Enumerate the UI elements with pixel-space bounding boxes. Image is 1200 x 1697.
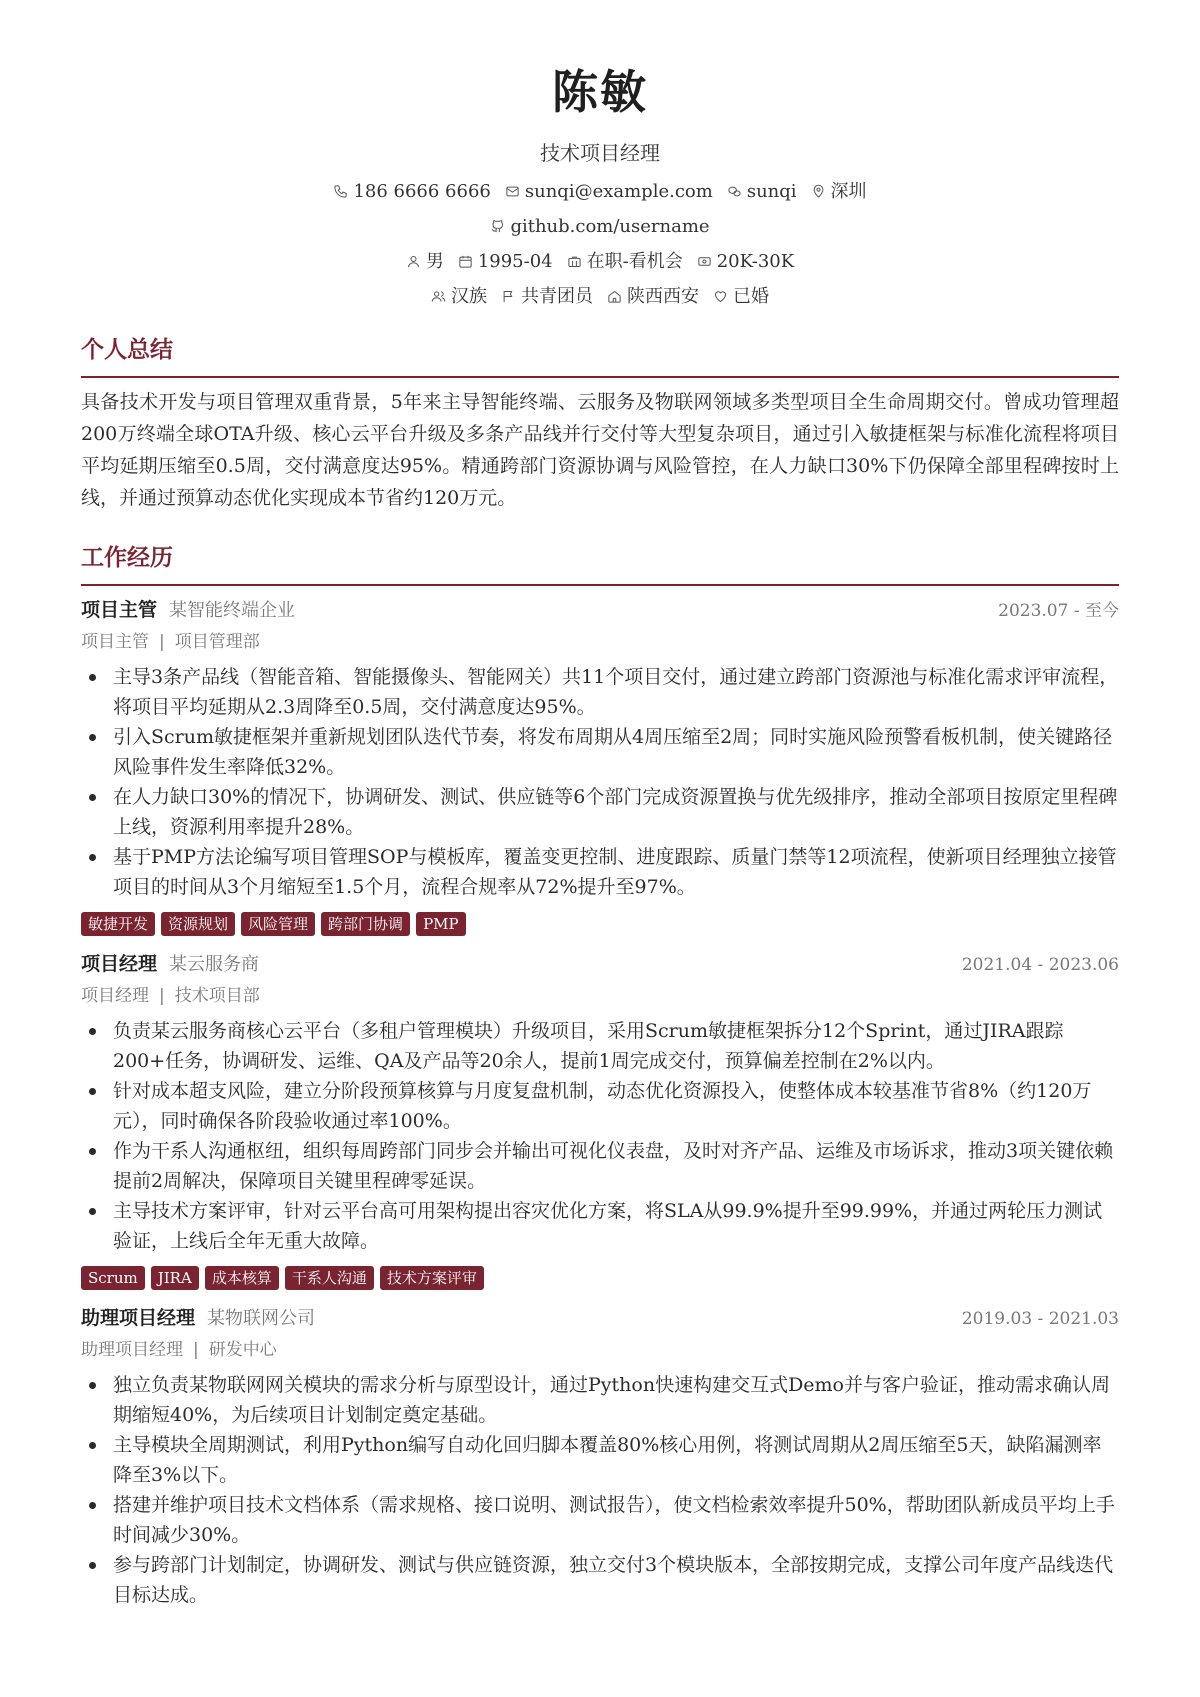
bullet-item: 搭建并维护项目技术文档体系（需求规格、接口说明、测试报告），使文档检索效率提升50%，帮助团队新成员平均上手时间减少30%。	[81, 1490, 1119, 1550]
birth-text: 1995-04	[477, 251, 553, 272]
marital-text: 已婚	[733, 286, 769, 307]
political-item	[501, 279, 593, 314]
status-item	[567, 244, 683, 279]
bullet-item: 在人力缺口30%的情况下，协调研发、测试、供应链等6个部门完成资源置换与优先级排序，推动全部项目按原定里程碑上线，资源利用率提升28%。	[81, 782, 1119, 842]
wechat-text: sunqi	[746, 181, 797, 202]
job-role: 助理项目经理	[81, 1307, 196, 1329]
separator: |	[159, 632, 165, 652]
heart-icon	[713, 289, 728, 304]
job-role: 项目经理	[81, 953, 158, 975]
skill-tag: 风险管理	[241, 912, 315, 936]
phone-icon	[333, 184, 348, 199]
ethnicity-text: 汉族	[451, 286, 487, 307]
hometown-item	[607, 279, 699, 314]
skill-tag: 敏捷开发	[81, 912, 155, 936]
job-heading	[81, 1302, 315, 1335]
job-bullets	[81, 1016, 1119, 1256]
status-text: 在职-看机会	[586, 251, 683, 272]
separator: |	[159, 986, 165, 1006]
job-entry	[81, 1302, 1119, 1610]
github-row	[81, 209, 1119, 244]
job-date: 2019.03 - 2021.03	[961, 1309, 1119, 1329]
separator: |	[193, 1340, 199, 1360]
job-position: 助理项目经理	[81, 1340, 183, 1360]
candidate-name: 陈敏	[552, 65, 648, 119]
mail-icon	[505, 184, 520, 199]
bullet-item: 主导模块全周期测试，利用Python编写自动化回归脚本覆盖80%核心用例，将测试周期从2周压缩至5天，缺陷漏测率降至3%以下。	[81, 1430, 1119, 1490]
email-item[interactable]	[505, 174, 713, 209]
calendar-icon	[458, 254, 473, 269]
skill-tag: 技术方案评审	[380, 1266, 484, 1290]
gender-item	[406, 244, 444, 279]
summary-section	[81, 334, 1119, 514]
home-icon	[607, 289, 622, 304]
skill-tags	[81, 1266, 1119, 1290]
ethnicity-item	[431, 279, 487, 314]
bullet-item: 参与跨部门计划制定，协调研发、测试与供应链资源，独立交付3个模块版本，全部按期完成，支撑公司年度产品线迭代目标达成。	[81, 1550, 1119, 1610]
bullet-item: 针对成本超支风险，建立分阶段预算核算与月度复盘机制，动态优化资源投入，使整体成本较基准节省8%（约120万元），同时确保各阶段验收通过率100%。	[81, 1076, 1119, 1136]
skill-tag: 成本核算	[205, 1266, 279, 1290]
skill-tag: 资源规划	[161, 912, 235, 936]
contact-row	[81, 174, 1119, 209]
bullet-item: 主导技术方案评审，针对云平台高可用架构提出容灾优化方案，将SLA从99.9%提升至99.99%，并通过两轮压力测试验证，上线后全年无重大故障。	[81, 1196, 1119, 1256]
job-department: 项目管理部	[174, 632, 260, 652]
skill-tag: JIRA	[151, 1266, 199, 1290]
bullet-item: 主导3条产品线（智能音箱、智能摄像头、智能网关）共11个项目交付，通过建立跨部门资源池与标准化需求评审流程，将项目平均延期从2.3周降至0.5周，交付满意度达95%。	[81, 662, 1119, 722]
money-icon	[697, 254, 712, 269]
experience-title: 工作经历	[81, 542, 1119, 586]
job-date: 2023.07 - 至今	[998, 601, 1119, 621]
summary-title: 个人总结	[81, 334, 1119, 378]
job-bullets	[81, 1370, 1119, 1610]
job-header	[81, 594, 1119, 626]
briefcase-icon	[567, 254, 582, 269]
job-position: 项目经理	[81, 986, 149, 1006]
bullet-item: 负责某云服务商核心云平台（多租户管理模块）升级项目，采用Scrum敏捷框架拆分12个Sprint，通过JIRA跟踪200+任务，协调研发、运维、QA及产品等20余人，提前1周完成交付，预算偏差控制在2%以内。	[81, 1016, 1119, 1076]
wechat-item	[727, 174, 797, 209]
birth-item	[458, 244, 553, 279]
job-department: 技术项目部	[174, 986, 260, 1006]
marital-item	[713, 279, 769, 314]
job-heading	[81, 594, 295, 627]
political-text: 共青团员	[521, 286, 593, 307]
job-heading	[81, 948, 259, 981]
github-item[interactable]	[490, 209, 709, 244]
job-entry	[81, 594, 1119, 936]
job-company: 某智能终端企业	[169, 600, 296, 621]
job-subline	[81, 980, 1119, 1012]
job-department: 研发中心	[208, 1340, 277, 1360]
bullet-item: 引入Scrum敏捷框架并重新规划团队迭代节奏，将发布周期从4周压缩至2周；同时实施风险预警看板机制，使关键路径风险事件发生率降低32%。	[81, 722, 1119, 782]
background-row	[81, 279, 1119, 314]
job-header	[81, 948, 1119, 980]
user-icon	[406, 254, 421, 269]
skill-tag: PMP	[416, 912, 466, 936]
phone-text: 186 6666 6666	[353, 181, 491, 202]
wechat-icon	[727, 184, 742, 199]
email-text: sunqi@example.com	[524, 181, 713, 202]
resume-header	[81, 0, 1119, 314]
location-icon	[811, 184, 826, 199]
github-icon	[490, 219, 505, 234]
personal-row	[81, 244, 1119, 279]
skill-tag: Scrum	[81, 1266, 145, 1290]
location-item	[811, 174, 867, 209]
people-icon	[431, 289, 446, 304]
location-text: 深圳	[830, 181, 867, 202]
bullet-item: 独立负责某物联网网关模块的需求分析与原型设计，通过Python快速构建交互式Demo并与客户验证，推动需求确认周期缩短40%，为后续项目计划制定奠定基础。	[81, 1370, 1119, 1430]
job-company: 某物联网公司	[207, 1308, 316, 1329]
job-company: 某云服务商	[169, 954, 260, 975]
github-text: github.com/username	[510, 216, 710, 237]
summary-text: 具备技术开发与项目管理双重背景，5年来主导智能终端、云服务及物联网领域多类型项目全生命周期交付。曾成功管理超200万终端全球OTA升级、核心云平台升级及多条产品线并行交付等大型复杂项目，通过引入敏捷框架与标准化流程将项目平均延期压缩至0.5周，交付满意度达95%。精通跨部门资源协调与风险管控，在人力缺口30%下仍保障全部里程碑按时上线，并通过预算动态优化实现成本节省约120万元。	[81, 391, 1119, 509]
job-title: 技术项目经理	[540, 141, 660, 165]
job-entry	[81, 948, 1119, 1290]
skill-tags	[81, 912, 1119, 936]
flag-icon	[501, 289, 516, 304]
salary-item	[697, 244, 794, 279]
job-role: 项目主管	[81, 599, 158, 621]
bullet-item: 基于PMP方法论编写项目管理SOP与模板库，覆盖变更控制、进度跟踪、质量门禁等12项流程，使新项目经理独立接管项目的时间从3个月缩短至1.5个月，流程合规率从72%提升至97%。	[81, 842, 1119, 902]
job-date: 2021.04 - 2023.06	[961, 955, 1119, 975]
hometown-text: 陕西西安	[627, 286, 699, 307]
job-bullets	[81, 662, 1119, 902]
job-subline	[81, 1334, 1119, 1366]
experience-section	[81, 542, 1119, 1610]
gender-text: 男	[425, 251, 444, 272]
skill-tag: 干系人沟通	[285, 1266, 374, 1290]
job-position: 项目主管	[81, 632, 149, 652]
salary-text: 20K-30K	[716, 251, 795, 272]
job-header	[81, 1302, 1119, 1334]
bullet-item: 作为干系人沟通枢纽，组织每周跨部门同步会并输出可视化仪表盘，及时对齐产品、运维及市场诉求，推动3项关键依赖提前2周解决，保障项目关键里程碑零延误。	[81, 1136, 1119, 1196]
phone-item	[333, 174, 490, 209]
job-subline	[81, 626, 1119, 658]
skill-tag: 跨部门协调	[321, 912, 410, 936]
